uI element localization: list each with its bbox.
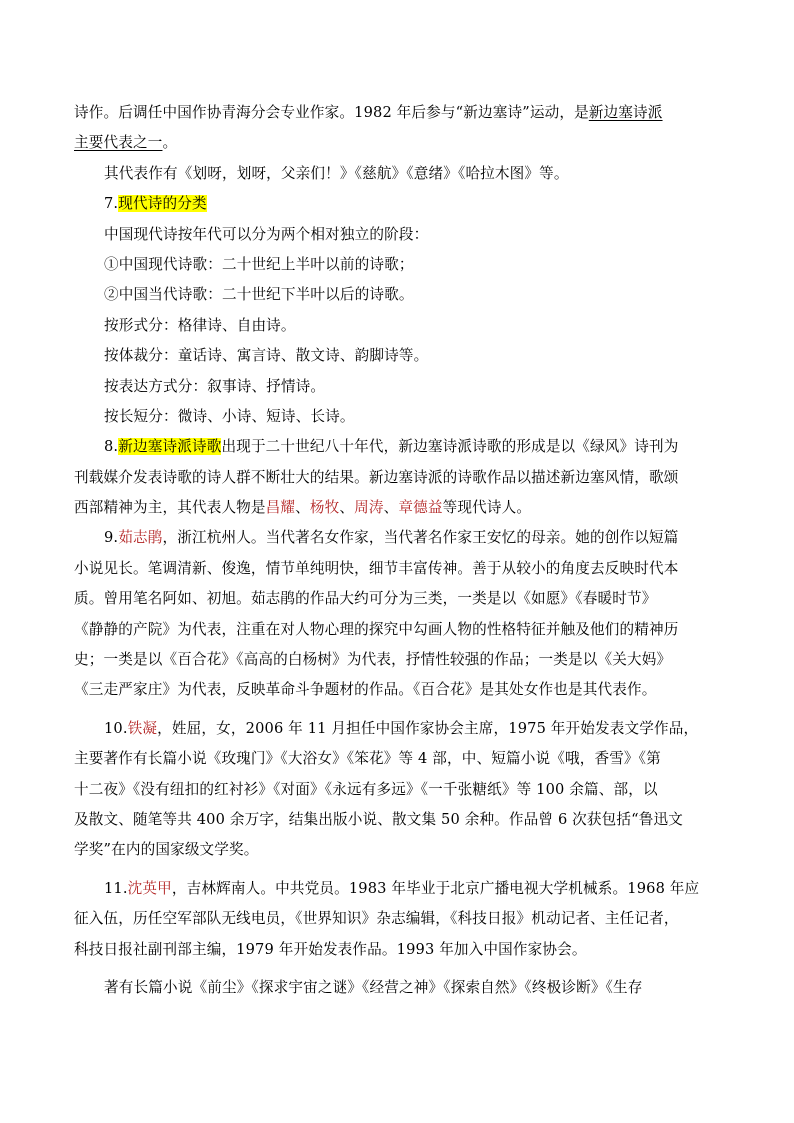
section-number: 7. [104, 195, 119, 213]
s7-line: 按体裁分：童话诗、寓言诗、散文诗、韵脚诗等。 [104, 347, 429, 365]
poet-name: 昌耀 [265, 499, 296, 517]
intro-text: 。 [162, 134, 178, 152]
s11-line: 科技日报社副刊部主编，1979 年开始发表作品。1993 年加入中国作家协会。 [74, 940, 587, 958]
section-7-heading [74, 189, 724, 219]
s10-line: 学奖”在内的国家级文学奖。 [74, 841, 259, 859]
section-number: 10. [104, 719, 128, 737]
poet-name: 周涛 [354, 499, 384, 517]
intro-line-1 [74, 98, 724, 128]
s7-line: 按长短分：微诗、小诗、短诗、长诗。 [104, 407, 355, 425]
s9-line: 小说见长。笔调清新、俊逸，情节单纯明快，细节丰富传神。善于从较小的角度去反映时代本 [74, 559, 679, 577]
s7-line: 按形式分：格律诗、自由诗。 [104, 316, 296, 334]
separator: 、 [383, 499, 399, 517]
s8-text: 西部精神为主，其代表人物是 [74, 499, 266, 517]
document-page [74, 98, 724, 1003]
highlighted-title: 新边塞诗派诗歌 [118, 438, 222, 456]
section-number: 9. [104, 529, 119, 547]
section-9-line-1 [74, 523, 724, 553]
s8-text: 等现代诗人。 [442, 499, 532, 517]
poet-name: 杨牧 [309, 499, 340, 517]
s9-line: 《静静的产院》为代表，注重在对人物心理的探究中勾画人物的性格特征并触及他们的精神历 [74, 620, 679, 638]
s8-line [74, 493, 724, 523]
s7-line: ②中国当代诗歌：二十世纪下半叶以后的诗歌。 [104, 286, 414, 304]
section-11-line-1 [74, 874, 724, 904]
section-number: 11. [104, 879, 128, 897]
s9-line: 史；一类是以《百合花》《高高的白杨树》为代表，抒情性较强的作品；一类是以《关大妈》 [74, 651, 672, 669]
section-10-line-1 [74, 714, 724, 744]
intro-line-2 [74, 128, 724, 158]
separator: 、 [339, 499, 355, 517]
works-line: 其代表作有《划呀，划呀，父亲们！》《慈航》《意绪》《哈拉木图》等。 [104, 164, 569, 182]
s10-line: 主要著作有长篇小说《玫瑰门》《大浴女》《笨花》等 4 部，中、短篇小说《哦，香雪》《第 [74, 750, 661, 768]
underlined-term: 新边塞诗派 [588, 104, 663, 121]
author-name: 铁凝 [127, 719, 158, 737]
section-number: 8. [104, 438, 119, 456]
s10-line: 及散文、随笔等共 400 余万字，结集出版小说、散文集 50 余种。作品曾 6 次获包括“鲁迅文 [74, 810, 683, 828]
s9-text: ，浙江杭州人。当代著名女作家，当代著名作家王安忆的母亲。她的创作以短篇 [162, 529, 679, 547]
s11-line: 征入伍，历任空军部队无线电员，《世界知识》杂志编辑，《科技日报》机动记者、主任记者， [74, 910, 679, 928]
s10-line: 十二夜》《没有纽扣的红衬衫》《对面》《永远有多远》《一千张糖纸》等 100 余篇、部，以 [74, 780, 658, 798]
section-8-line-1 [74, 432, 724, 462]
last-line: 著有长篇小说《前尘》《探求宇宙之谜》《经营之神》《探索自然》《终极诊断》《生存 [104, 978, 643, 996]
s7-line: ①中国现代诗歌：二十世纪上半叶以前的诗歌； [104, 255, 414, 273]
poet-name: 章德益 [398, 499, 443, 517]
s8-text: 出现于二十世纪八十年代，新边塞诗派诗歌的形成是以《绿风》诗刊为 [221, 438, 679, 456]
s7-line: 按表达方式分：叙事诗、抒情诗。 [104, 377, 326, 395]
underlined-term: 主要代表之一 [74, 134, 163, 152]
separator: 、 [295, 499, 310, 517]
intro-text: 诗作。后调任中国作协青海分会专业作家。1982 年后参与“新边塞诗”运动，是 [74, 104, 589, 121]
s10-text: ，姓屈，女，2006 年 11 月担任中国作家协会主席，1975 年开始发表文学作品， [157, 719, 699, 737]
s9-line: 质。曾用笔名阿如、初旭。茹志鹃的作品大约可分为三类，一类是以《如愿》《春暖时节》 [74, 590, 657, 608]
s11-text: ，吉林辉南人。中共党员。1983 年毕业于北京广播电视大学机械系。1968 年应 [171, 879, 700, 897]
author-name: 沈英甲 [127, 879, 172, 897]
s9-line: 《三走严家庄》为代表，反映革命斗争题材的作品。《百合花》是其处女作也是其代表作。 [74, 681, 657, 699]
author-name: 茹志鹃 [118, 529, 163, 547]
highlighted-title: 现代诗的分类 [118, 195, 207, 213]
s7-line: 中国现代诗按年代可以分为两个相对独立的阶段： [104, 225, 429, 243]
s8-line: 刊载媒介发表诗歌的诗人群不断壮大的结果。新边塞诗派的诗歌作品以描述新边塞风情，歌颂 [74, 468, 679, 486]
